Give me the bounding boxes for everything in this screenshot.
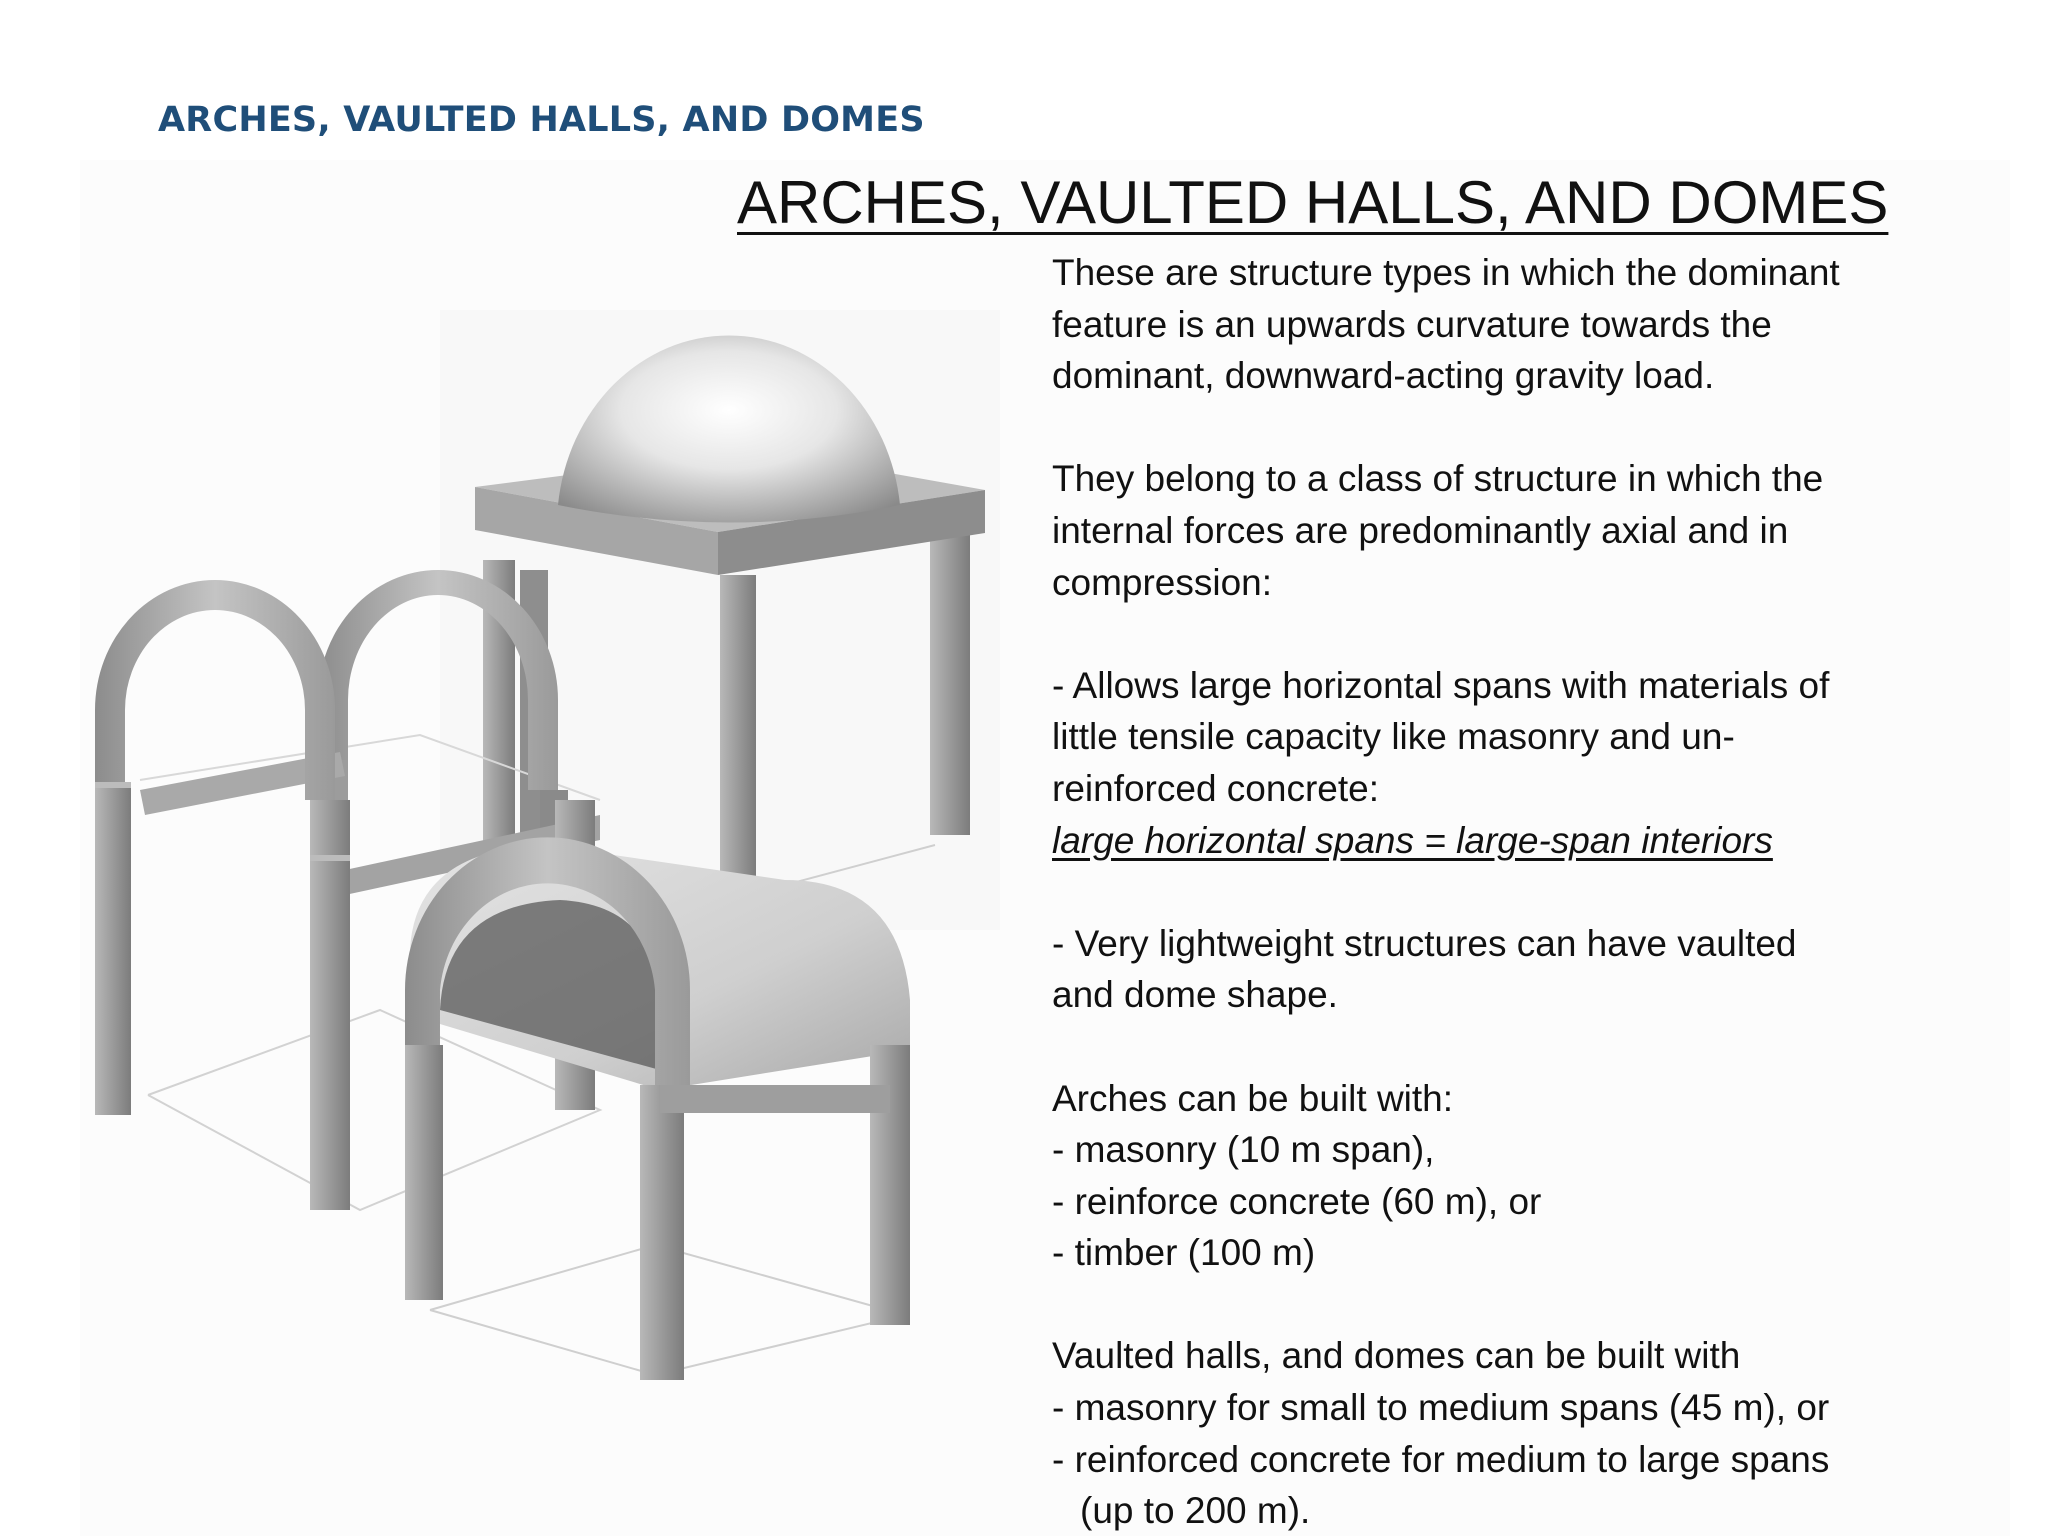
text-line: - timber (100 m)	[1052, 1232, 1316, 1274]
text-line: compression:	[1052, 561, 1273, 603]
text-line: dominant, downward-acting gravity load.	[1052, 355, 1715, 397]
paragraph-spacer	[1052, 1279, 2002, 1331]
paragraph-spacer	[1052, 608, 2002, 660]
vaulted-hall-structure	[405, 837, 910, 1380]
emphasis-line: large horizontal spans = large-span interiors	[1052, 819, 1773, 861]
paragraph-spacer	[1052, 1021, 2002, 1073]
text-line: These are structure types in which the dominant	[1052, 252, 1840, 293]
text-line: Vaulted halls, and domes can be built with	[1052, 1335, 1741, 1377]
text-line: - masonry for small to medium spans (45 m), or	[1052, 1387, 1830, 1429]
text-line: - Very lightweight structures can have vaulted	[1052, 922, 1797, 964]
figure-heading: ARCHES, VAULTED HALLS, AND DOMES	[737, 169, 1889, 236]
text-line: They belong to a class of structure in which the	[1052, 458, 1824, 500]
text-line: - Allows large horizontal spans with materials of	[1052, 664, 1830, 706]
description-text	[1052, 247, 2002, 1537]
text-line: - masonry (10 m span),	[1052, 1129, 1435, 1171]
text-line: internal forces are predominantly axial and in	[1052, 509, 1789, 551]
text-line: - reinforce concrete (60 m), or	[1052, 1180, 1542, 1222]
paragraph-spacer	[1052, 866, 2002, 918]
text-line: and dome shape.	[1052, 974, 1338, 1016]
text-line: little tensile capacity like masonry and un-	[1052, 716, 1735, 758]
paragraph-spacer	[1052, 402, 2002, 454]
text-line: Arches can be built with:	[1052, 1077, 1454, 1119]
text-line: feature is an upwards curvature towards the	[1052, 303, 1772, 345]
text-line: reinforced concrete:	[1052, 767, 1380, 809]
slide-title: ARCHES, VAULTED HALLS, AND DOMES	[158, 100, 925, 140]
text-line: - reinforced concrete for medium to large spans	[1052, 1438, 1830, 1480]
text-line: (up to 200 m).	[1080, 1490, 1311, 1532]
